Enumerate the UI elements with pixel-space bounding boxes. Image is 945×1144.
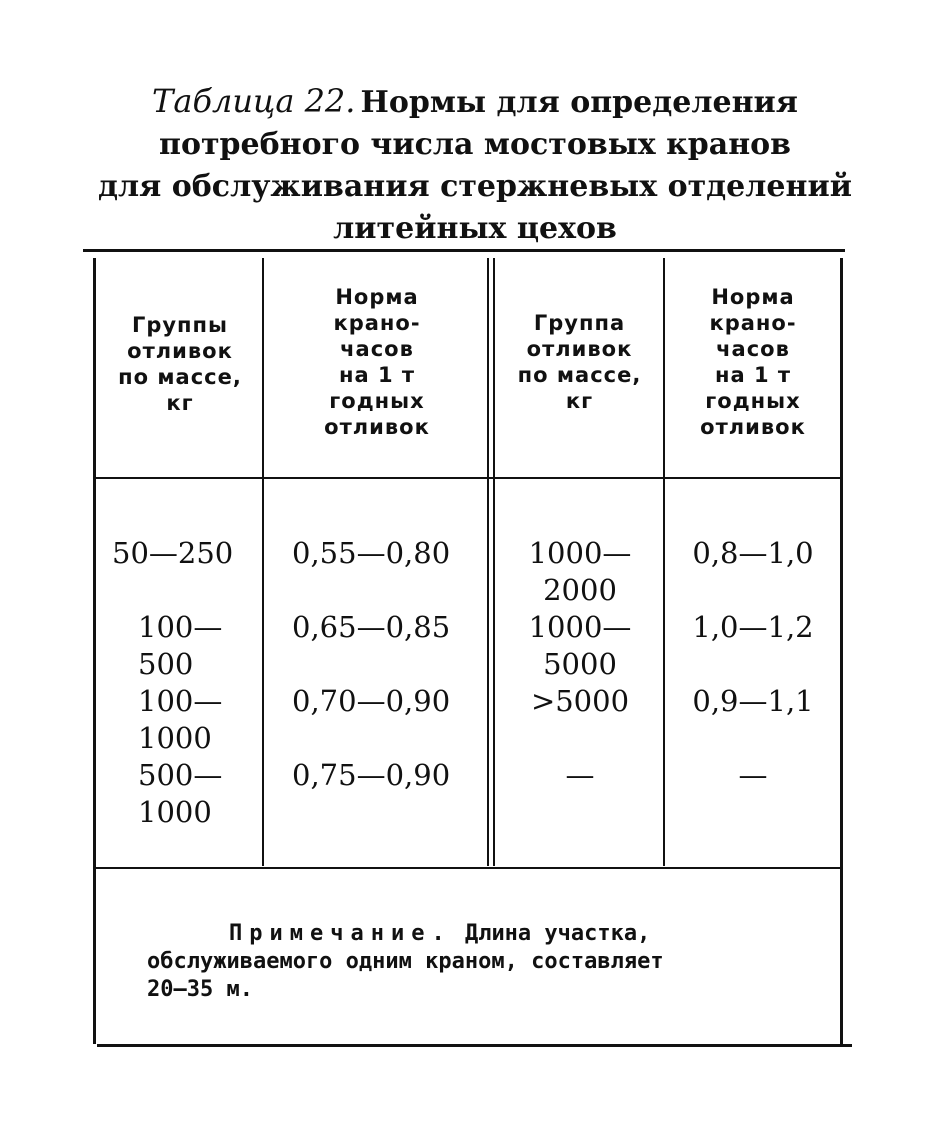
col-divider-2a [487,258,489,866]
note-label: Примечание. [229,921,452,946]
table-cell: 0,8—1,0 [692,536,814,570]
header-col-4: Норма крано- часов на 1 т годных отливок [700,285,806,439]
right-border [840,258,843,1044]
col-2-values [292,535,482,831]
note-text-3: 20—35 м. [147,977,253,1002]
table-cell: 1000— 5000 [528,610,632,681]
table-cell: — [738,758,768,792]
table-bottom-rule [97,1044,852,1047]
note-text-2: обслуживаемого одним краном, составляет [147,949,664,974]
table-cell: 100— 500 [138,610,223,681]
table-cell: 100— 1000 [138,684,223,755]
table-cell: 1,0—1,2 [692,610,814,644]
table-title [60,82,890,252]
header-bottom-rule [95,477,840,479]
table-number: Таблица 22. [152,82,356,120]
title-line-2: потребного числа мостовых кранов [158,127,792,162]
left-border [93,258,96,1044]
table-cell: 500— 1000 [138,758,223,829]
table-cell: 1000— 2000 [528,536,632,607]
header-col-1: Группы отливок по массе, кг [118,313,242,415]
table-cell: 0,55—0,80 [292,536,451,570]
header-col-2: Норма крано- часов на 1 т годных отливок [324,285,430,439]
table-cell: 50—250 [112,536,234,570]
body-bottom-rule [95,867,840,869]
table-cell: 0,65—0,85 [292,610,451,644]
col-4-values [668,535,838,831]
title-line-1: Нормы для определения [360,85,798,120]
col-divider-3 [663,258,665,866]
col-3-values [500,535,660,831]
title-line-3: для обслуживания стержневых отделений [98,169,852,204]
header-col-3: Группа отливок по массе, кг [517,311,642,413]
table-cell: >5000 [530,684,630,718]
table-note [147,920,827,1004]
col-divider-1 [262,258,264,866]
table-cell: 0,9—1,1 [692,684,814,718]
table-top-rule [83,249,845,252]
col-divider-2b [493,258,495,866]
table-cell: 0,75—0,90 [292,758,451,792]
table-cell: 0,70—0,90 [292,684,451,718]
col-1-values [112,535,262,831]
note-text-1: Длина участка, [451,921,651,946]
table-cell: — [565,758,595,792]
title-line-4: литейных цехов [333,211,617,246]
